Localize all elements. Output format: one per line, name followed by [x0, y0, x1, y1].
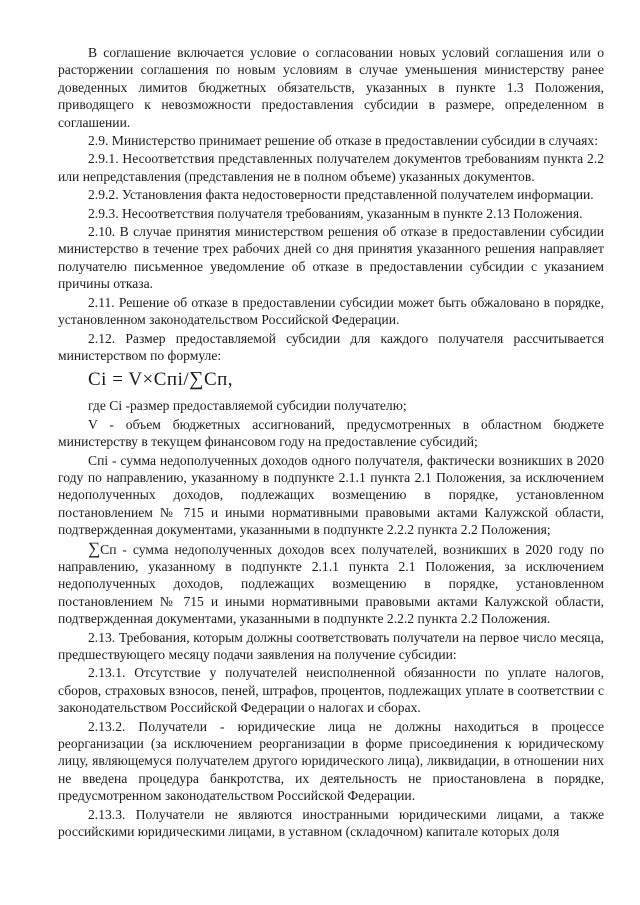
- sum-cp-text: Сп - сумма недополученных доходов всех получателей, возникших в 2020 году по направлению, указанному в подпункте 2.1.1 пункта 2.1 Положения, за исключением недополученных доходов, подлежащих возмещению в порядке, установленном постановлением № 715 и иными нормативными правовыми актами Калужской области, подтвержденная документами, указанными в подпункте 2.2.2 пункта 2.2 Положения.: [58, 541, 604, 627]
- paragraph-agreement-condition: В соглашение включается условие о согласовании новых условий соглашения или о расторжении соглашения по новым условиям в случае уменьшения министерству ранее доведенных лимитов бюджетных обязательств, указанных в пункте 1.3 Положения, приводящего к невозможности предоставления субсидии в размере, определенном в соглашении.: [58, 45, 604, 130]
- paragraph-2-13-3: 2.13.3. Получатели не являются иностранными юридическими лицами, а также российскими юридическими лицами, в уставном (складочном) капитале которых доля: [58, 806, 604, 840]
- sum-sigma: ∑: [88, 538, 101, 558]
- paragraph-2-9: 2.9. Министерство принимает решение об отказе в предоставлении субсидии в случаях:: [88, 133, 598, 149]
- paragraph-2-13-1: 2.13.1. Отсутствие у получателей неисполненной обязанности по уплате налогов, сборов, страховых взносов, пеней, штрафов, процентов, подлежащих уплате в соответствии с законодательством Российской Федерации о налогах и сборах.: [58, 665, 604, 716]
- paragraph-2-12: 2.12. Размер предоставляемой субсидии для каждого получателя рассчитывается министерством по формуле:: [58, 330, 604, 363]
- formula-where-v: V - объем бюджетных ассигнований, предусмотренных в областном бюджете министерству в текущем финансовом году на предоставление субсидий;: [58, 416, 604, 450]
- formula-where-sum-cp: [58, 540, 604, 628]
- paragraph-2-9-1: 2.9.1. Несоответствия представленных получателем документов требованиям пункта 2.2 или непредставления (представления не в полном объеме) указанных документов.: [58, 151, 604, 184]
- formula-left: Ci = V×Cпi/: [88, 369, 190, 391]
- formula-where-ci: где Ci -размер предоставляемой субсидии получателю;: [88, 398, 407, 414]
- paragraph-2-9-2: 2.9.2. Установления факта недостоверности представленной получателем информации.: [88, 187, 594, 203]
- paragraph-2-11: 2.11. Решение об отказе в предоставлении субсидии может быть обжаловано в порядке, установленном законодательством Российской Федерации.: [58, 294, 604, 328]
- paragraph-2-9-3: 2.9.3. Несоответствия получателя требованиям, указанным в пункте 2.13 Положения.: [88, 205, 583, 221]
- paragraph-2-13-2: 2.13.2. Получатели - юридические лица не должны находиться в процессе реорганизации (за исключением реорганизации в форме присоединения к юридическому лицу, являющемуся получателем другого юридического лица), ликвидации, в отношении них не введена процедура банкротства, их деятельность не приостановлена в порядке, предусмотренном законодательством Российской Федерации.: [58, 718, 604, 804]
- paragraph-2-10: 2.10. В случае принятия министерством решения об отказе в предоставлении субсидии министерство в течение трех рабочих дней со дня принятия указанного решения направляет получателю письменное уведомление об отказе в предоставлении субсидии с указанием причины отказа.: [58, 224, 604, 292]
- formula-where-cpi: Спi - сумма недополученных доходов одного получателя, фактически возникших в 2020 году по направлению, указанному в подпункте 2.1.1 пункта 2.1 Положения, за исключением недополученных доходов, подлежащих возмещению в порядке, установленном постановлением № 715 и иными нормативными правовыми актами Калужской области, подтвержденная документами, указанными в подпункте 2.2.2 пункта 2.2 Положения;: [58, 452, 604, 538]
- paragraph-2-13: 2.13. Требования, которым должны соответствовать получатели на первое число месяца, предшествующего месяцу подачи заявления на получение субсидии:: [58, 629, 604, 662]
- subsidy-formula: [88, 366, 604, 393]
- formula-right: Cп,: [203, 369, 234, 391]
- formula-sigma: ∑: [189, 368, 204, 391]
